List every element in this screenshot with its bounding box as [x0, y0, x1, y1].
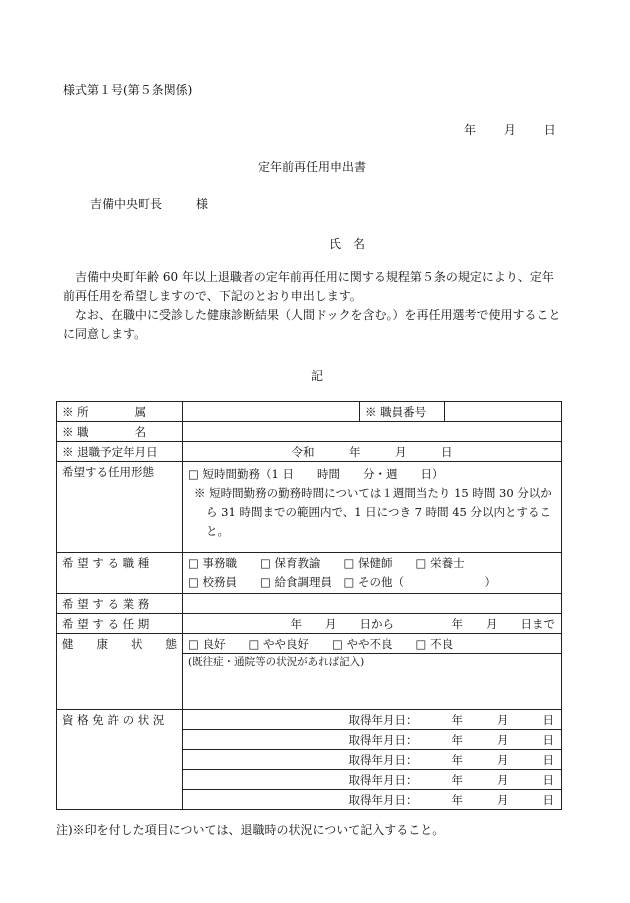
license-acquired-label: 取得年月日： [348, 772, 418, 787]
field-position[interactable] [183, 422, 562, 442]
license-acquired-label: 取得年月日： [348, 712, 418, 727]
field-duty[interactable] [183, 594, 562, 614]
license-month: 月 [497, 772, 509, 787]
field-staff-no[interactable] [445, 402, 562, 422]
application-form-table [56, 401, 562, 810]
work-form-option[interactable]: □ 短時間勤務（1 日 時間 分・週 日） [188, 467, 444, 481]
statement-paragraph-1: 吉備中央町年齢 60 年以上退職者の定年前再任用に関する規程第５条の規定により、定年前再任用を希望しますので、下記のとおり申出します。 [63, 270, 554, 303]
label-position: ※ 職 名 [57, 422, 183, 442]
license-acquired-label: 取得年月日： [348, 732, 418, 747]
license-year: 年 [451, 772, 463, 787]
field-work-form[interactable] [183, 462, 562, 553]
license-month: 月 [497, 732, 509, 747]
license-day: 日 [542, 732, 554, 747]
license-year: 年 [451, 792, 463, 807]
label-duty: 希 望 す る 業 務 [57, 594, 183, 614]
license-entry[interactable] [183, 750, 562, 770]
license-acquired-label: 取得年月日： [348, 792, 418, 807]
license-day: 日 [542, 752, 554, 767]
footnote: 注)※印を付した項目については、退職時の状況について記入すること。 [56, 823, 445, 837]
label-staff-no: ※ 職員番号 [360, 402, 445, 422]
field-retire-date[interactable]: 令和 年 月 日 [183, 442, 562, 462]
row-retire-date [57, 442, 562, 462]
label-work-form: 希望する任用形態 [57, 462, 183, 553]
row-position [57, 422, 562, 442]
label-job-type: 希 望 す る 職 種 [57, 553, 183, 594]
addressee-honorific: 様 [196, 197, 209, 211]
license-month: 月 [497, 752, 509, 767]
license-row [57, 710, 562, 730]
license-entry[interactable] [183, 770, 562, 790]
license-month: 月 [497, 792, 509, 807]
row-work-form [57, 462, 562, 553]
applicant-name-label: 氏 名 [329, 237, 366, 251]
row-duty [57, 594, 562, 614]
job-type-options-2[interactable]: □ 校務員 □ 給食調理員 □ その他（ ） [188, 575, 497, 589]
job-type-options-1[interactable]: □ 事務職 □ 保育教諭 □ 保健師 □ 栄養士 [188, 556, 465, 570]
license-year: 年 [451, 712, 463, 727]
field-health-options[interactable]: □ 良好 □ やや良好 □ やや不良 □ 不良 [183, 634, 562, 654]
license-day: 日 [542, 792, 554, 807]
addressee [90, 195, 208, 212]
submission-date [464, 121, 556, 138]
label-term: 希 望 す る 任 期 [57, 614, 183, 634]
field-job-type[interactable] [183, 553, 562, 594]
date-day: 日 [543, 123, 556, 137]
license-entry[interactable] [183, 710, 562, 730]
work-form-note: ※ 短時間勤務の勤務時間については１週間当たり 15 時間 30 分以から 31 時間までの範囲内で、1 日につき 7 時間 45 分以内とすること。 [194, 486, 552, 538]
row-health [57, 634, 562, 654]
license-entry[interactable] [183, 730, 562, 750]
statement-body [63, 268, 563, 344]
license-acquired-label: 取得年月日： [348, 752, 418, 767]
license-day: 日 [542, 712, 554, 727]
addressee-name: 吉備中央町長 [90, 197, 163, 211]
document-title: 定年前再任用申出書 [258, 160, 367, 174]
field-affiliation[interactable] [183, 402, 360, 422]
label-health: 健 康 状 態 [57, 634, 183, 710]
label-license: 資 格 免 許 の 状 況 [57, 710, 183, 810]
license-month: 月 [497, 712, 509, 727]
date-month: 月 [503, 123, 516, 137]
statement-paragraph-2: なお、在職中に受診した健康診断結果（人間ドックを含む。）を再任用選考で使用することに同意します。 [63, 308, 561, 341]
field-term[interactable]: 年 月 日から 年 月 日まで [183, 614, 562, 634]
row-job-type [57, 553, 562, 594]
license-day: 日 [542, 772, 554, 787]
label-retire-date: ※ 退職予定年月日 [57, 442, 183, 462]
field-health-detail[interactable]: (既往症・通院等の状況があれば記入) [183, 654, 562, 710]
row-term [57, 614, 562, 634]
license-year: 年 [451, 752, 463, 767]
date-year: 年 [464, 123, 477, 137]
row-affiliation [57, 402, 562, 422]
ki-heading: 記 [311, 369, 324, 383]
license-entry[interactable] [183, 790, 562, 810]
license-year: 年 [451, 732, 463, 747]
form-number: 様式第１号(第５条関係) [63, 83, 193, 97]
label-affiliation: ※ 所 属 [57, 402, 183, 422]
